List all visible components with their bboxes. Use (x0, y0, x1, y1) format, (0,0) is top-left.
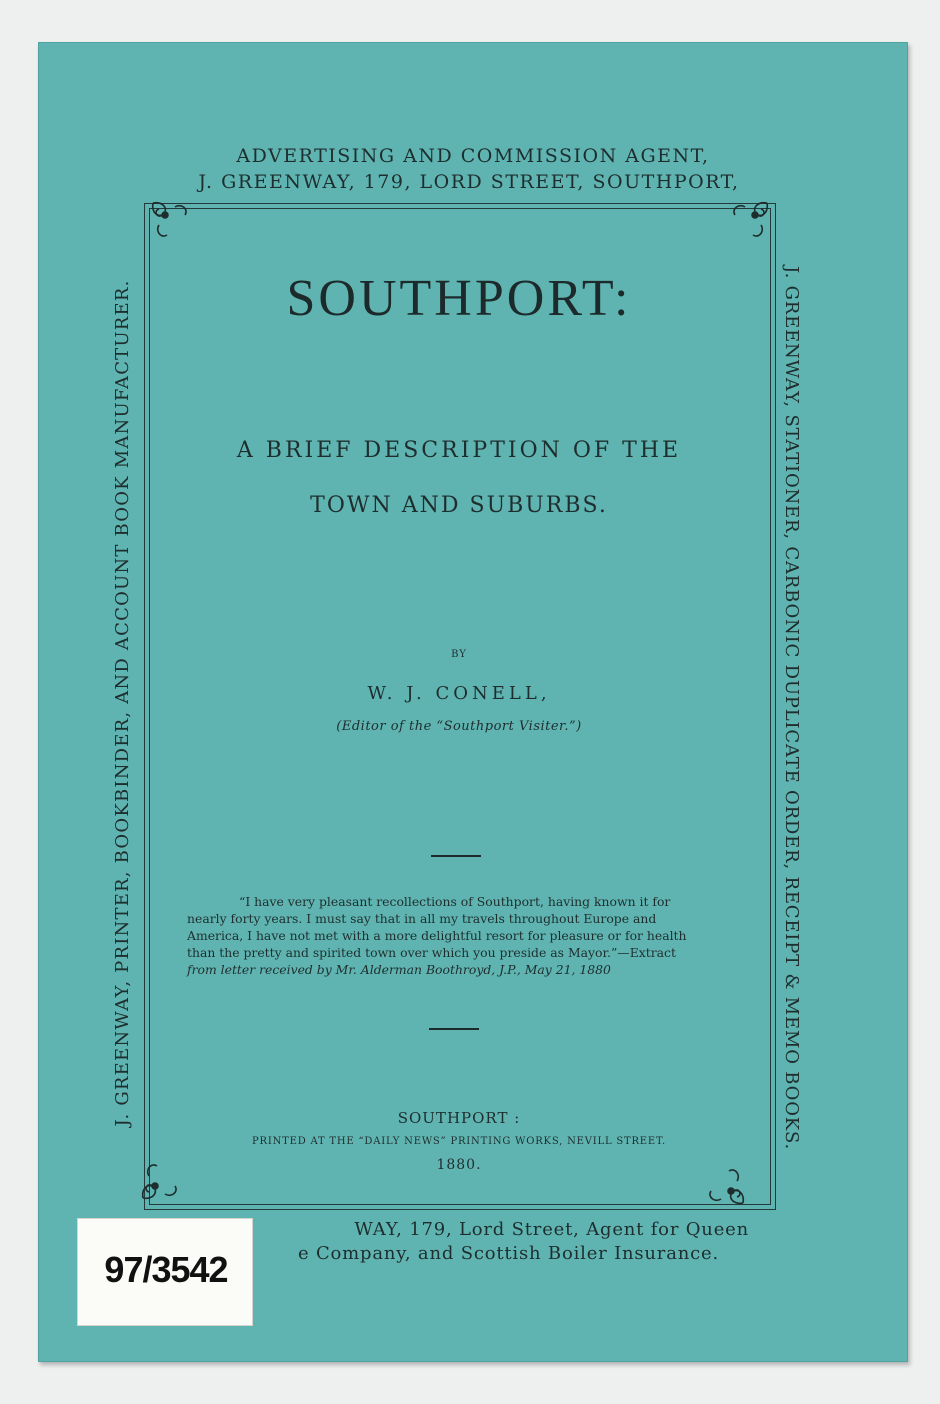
border-frame-inner (149, 208, 771, 1205)
publisher-works: PRINTED AT THE “DAILY NEWS” PRINTING WORKS, NEVILL STREET. (251, 1136, 666, 1147)
author-note: (Editor of the “Southport Visiter.”) (336, 719, 582, 734)
divider (429, 1028, 479, 1030)
author-name: W. J. CONELL, (367, 683, 551, 704)
page-title: SOUTHPORT: (286, 270, 632, 327)
quote-line: “I have very pleasant recollections of Southport, having known it for (239, 894, 671, 909)
subtitle-line-2: TOWN AND SUBURBS. (310, 493, 608, 518)
testimonial-quote (187, 893, 717, 978)
subtitle-line-1: A BRIEF DESCRIPTION OF THE (236, 438, 682, 463)
pamphlet-cover (38, 42, 908, 1362)
footer-line-1: WAY, 179, Lord Street, Agent for Queen (354, 1219, 749, 1240)
left-vertical-text: J. GREENWAY, PRINTER, BOOKBINDER, AND ACCOUNT BOOK MANUFACTURER. (112, 279, 133, 1127)
quote-line: than the pretty and spirited town over which you preside as Mayor.”—Extract (187, 945, 676, 960)
publisher-place: SOUTHPORT : (397, 1109, 521, 1127)
publication-year: 1880. (436, 1157, 482, 1173)
by-label: BY (451, 649, 467, 660)
quote-line: America, I have not met with a more delightful resort for pleasure or for health (187, 928, 687, 943)
catalog-number: 97/3542 (104, 1249, 228, 1290)
header-line-2: J. GREENWAY, 179, LORD STREET, SOUTHPORT, (198, 171, 740, 193)
header-line-1: ADVERTISING AND COMMISSION AGENT, (236, 145, 710, 167)
divider (431, 855, 481, 857)
right-vertical-text: J. GREENWAY, STATIONER, CARBONIC DUPLICATE ORDER, RECEIPT & MEMO BOOKS. (781, 265, 802, 1151)
footer-line-2: e Company, and Scottish Boiler Insurance. (298, 1243, 719, 1264)
corner-ornament-icon (725, 199, 771, 245)
corner-ornament-icon (149, 199, 195, 245)
catalog-sticker (77, 1218, 253, 1326)
quote-line: nearly forty years. I must say that in all my travels throughout Europe and (187, 911, 657, 926)
quote-line: from letter received by Mr. Alderman Boothroyd, J.P., May 21, 1880 (187, 962, 611, 977)
